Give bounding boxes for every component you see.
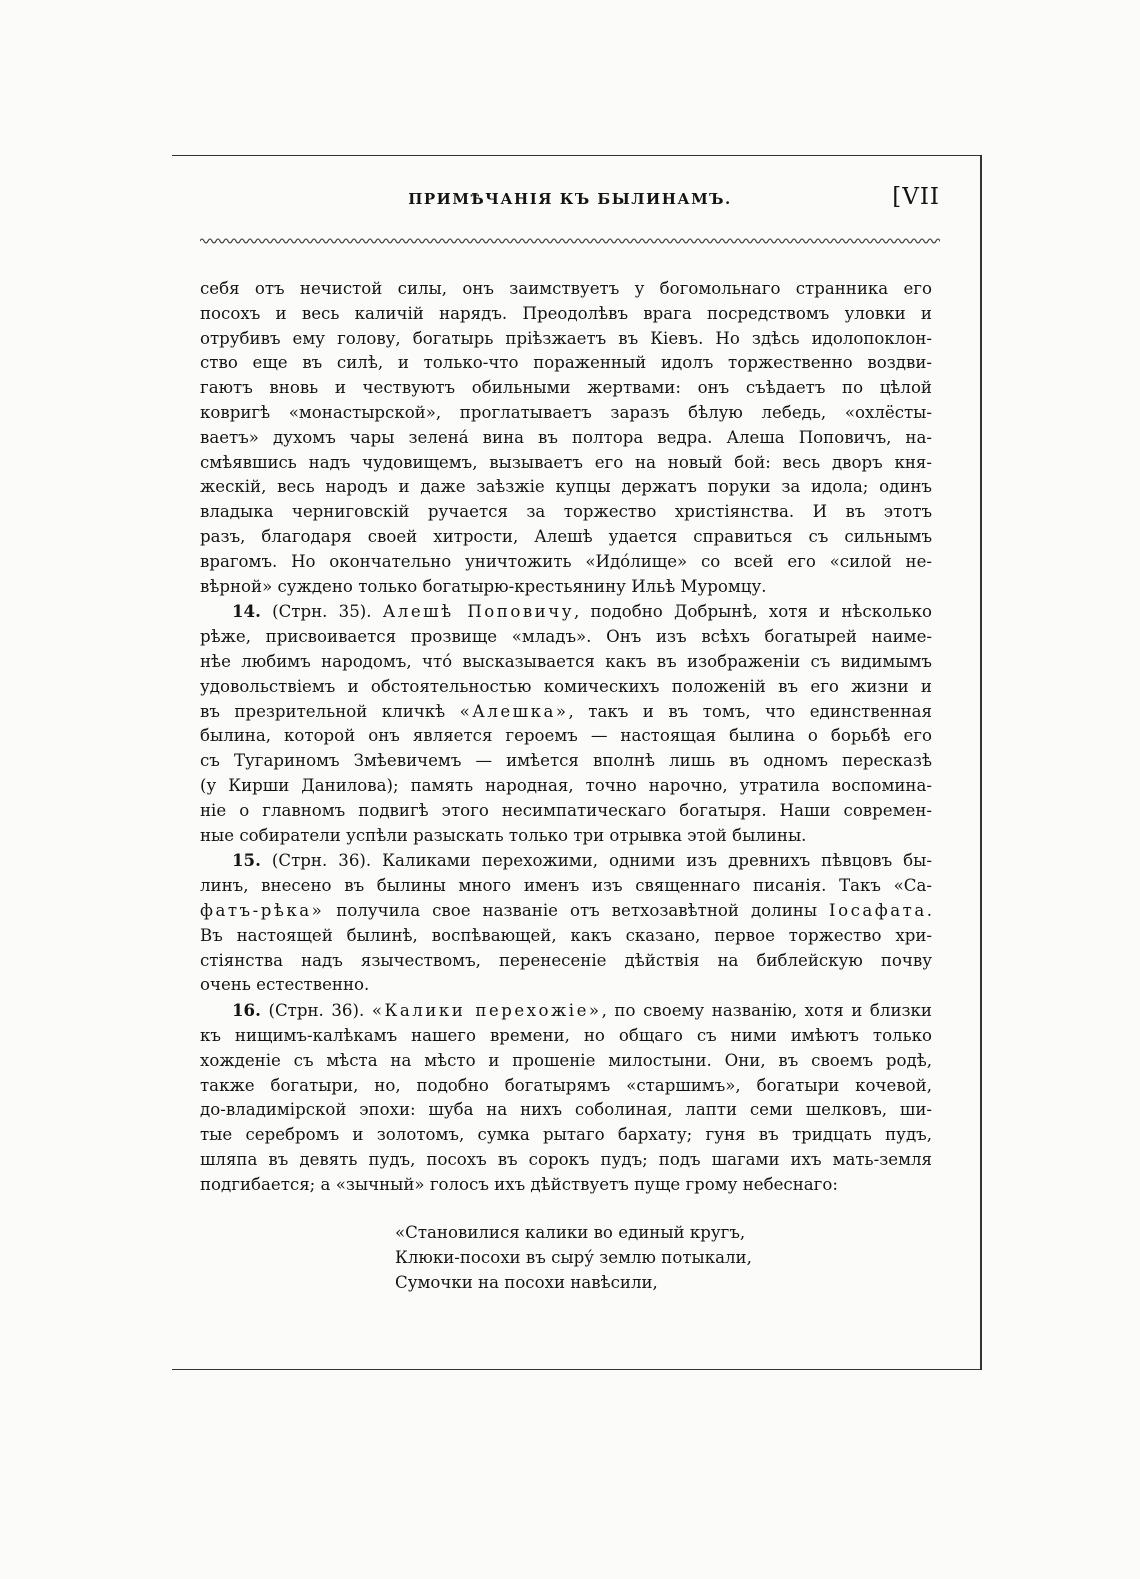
- text-line: тые серебромъ и золотомъ, сумка рытаго бархату; гуня въ тридцать пудъ,: [200, 1125, 932, 1145]
- verse-line: «Становилися калики во единый кругъ,: [395, 1223, 746, 1243]
- note-number: 15.: [232, 850, 261, 871]
- text-line: ваетъ» духомъ чары зелена́ вина въ полтора ведра. Алеша Поповичъ, на-: [200, 427, 932, 447]
- text-line: [200, 599, 932, 625]
- text-line: очень естественно.: [200, 975, 370, 995]
- text-line: ство еще въ силѣ, и только-что пораженный идолъ торжественно воздви-: [200, 353, 932, 373]
- text-line: нѣе любимъ народомъ, что́ высказывается какъ въ изображеніи съ видимымъ: [200, 651, 932, 671]
- text-run: получила свое названіе отъ ветхозавѣтной долины: [324, 900, 830, 920]
- text-line: хожденіе съ мѣста на мѣсто и прошеніе милостыни. Они, въ своемъ родѣ,: [200, 1050, 932, 1070]
- text-line: себя отъ нечистой силы, онъ заимствуетъ у богомольнаго странника его: [200, 279, 932, 298]
- text-run: (Стрн. 36). Каликами перехожими, одними изъ древнихъ пѣвцовъ бы-: [271, 851, 932, 871]
- page-reference: (Стрн. 35).: [272, 602, 372, 622]
- text-line: линъ, внесено въ былины много именъ изъ священнаго писанія. Такъ «Са-: [200, 876, 932, 896]
- verse-quote: [200, 1221, 932, 1295]
- note-16: [200, 998, 932, 1197]
- text-line: гаютъ вновь и чествуютъ обильными жертвами: онъ съѣдаетъ по цѣлой: [200, 378, 932, 398]
- text-line: также богатыри, но, подобно богатырямъ «старшимъ», богатыри кочевой,: [200, 1075, 932, 1095]
- page-header: [200, 184, 940, 220]
- ornamental-rule: [200, 236, 940, 246]
- text-run: , подобно Добрынѣ, хотя и нѣсколько: [573, 602, 932, 622]
- running-title: ПРИМѢЧАНІЯ КЪ БЫЛИНАМЪ.: [408, 190, 732, 208]
- text-line: до-владимірской эпохи: шуба на нихъ соболиная, лапти семи шелковъ, ши-: [200, 1100, 932, 1120]
- spaced-name: «Калики перехожіе»: [371, 1001, 602, 1021]
- note-14: [200, 599, 932, 848]
- text-line: ные собиратели успѣли разыскать только три отрывка этой былины.: [200, 825, 807, 845]
- text-line: смѣявшись надъ чудовищемъ, вызываетъ его на новый бой: весь дворъ кня-: [200, 452, 932, 472]
- text-run: , по своему названію, хотя и близки: [601, 1001, 932, 1021]
- text-line: разъ, благодаря своей хитрости, Алешѣ удается справиться съ сильнымъ: [200, 526, 932, 546]
- text-line: шляпа въ девять пудъ, посохъ въ сорокъ пудъ; подъ шагами ихъ мать-земля: [200, 1149, 932, 1169]
- text-line: [200, 700, 932, 725]
- text-line: былина, которой онъ является героемъ — настоящая былина о борьбѣ его: [200, 726, 932, 746]
- text-line: съ Тугариномъ Змѣевичемъ — имѣется вполнѣ лишь въ одномъ пересказѣ: [200, 751, 932, 771]
- text-line: [200, 848, 932, 874]
- text-line: ковригѣ «монастырской», проглатываетъ заразъ бѣлую лебедь, «охлёсты-: [200, 402, 932, 422]
- spaced-name: «Алешка»: [459, 701, 569, 721]
- text-line: посохъ и весь каличій нарядъ. Преодолѣвъ врага посредствомъ уловки и: [200, 303, 932, 323]
- text-run: , такъ и въ томъ, что единственная: [568, 701, 932, 721]
- text-line: [200, 998, 932, 1024]
- note-number: 16.: [232, 1000, 261, 1021]
- text-line: жескій, весь народъ и даже заѣзжіе купцы держатъ поруки за идола; одинъ: [200, 477, 932, 497]
- text-line: удовольствіемъ и обстоятельностью комическихъ положеній въ его жизни и: [200, 676, 932, 696]
- text-line: владыка черниговскій ручается за торжество христіянства. И въ этотъ: [200, 502, 932, 522]
- text-line: вѣрной» суждено только богатырю-крестьянину Ильѣ Муромцу.: [200, 576, 767, 596]
- note-15: [200, 848, 932, 998]
- spaced-name: фатъ-рѣка»: [200, 900, 325, 920]
- verse-line: Сумочки на посохи навѣсили,: [395, 1273, 658, 1293]
- spaced-name: Алешѣ Поповичу: [382, 602, 574, 622]
- text-line: рѣже, присвоивается прозвище «младъ». Онъ изъ всѣхъ богатырей наиме-: [200, 627, 932, 647]
- text-run: въ презрительной кличкѣ: [200, 701, 460, 721]
- text-line: отрубивъ ему голову, богатырь пріѣзжаетъ въ Кіевъ. Но здѣсь идолопоклон-: [200, 328, 932, 348]
- text-line: стіянства надъ язычествомъ, перенесеніе дѣйствія на библейскую почву: [200, 950, 932, 970]
- page-reference: (Стрн. 36).: [268, 1001, 372, 1021]
- spaced-name: Іосафата: [829, 900, 927, 920]
- text-line: (у Кирши Данилова); память народная, точно нарочно, утратила воспомина-: [200, 775, 932, 795]
- text-line: подгибается; а «зычный» голосъ ихъ дѣйствуетъ пуще грому небеснаго:: [200, 1174, 838, 1194]
- text-line: ніе о главномъ подвигѣ этого несимпатическаго богатыря. Наши современ-: [200, 800, 932, 820]
- body-text: [200, 277, 932, 1296]
- text-line: врагомъ. Но окончательно уничтожить «Идо́лище» со всей его «силой не-: [200, 551, 932, 571]
- text-line: къ нищимъ-калѣкамъ нашего времени, но общаго съ ними имѣютъ только: [200, 1025, 932, 1045]
- verse-line: Клюки-посохи въ сыру́ землю потыкали,: [395, 1248, 752, 1268]
- page-number: [VII: [892, 184, 940, 210]
- text-line: [200, 899, 932, 924]
- text-run: .: [926, 900, 932, 920]
- paragraph-continuation: [200, 277, 932, 599]
- text-line: Въ настоящей былинѣ, воспѣвающей, какъ сказано, первое торжество хри-: [200, 925, 932, 945]
- note-number: 14.: [232, 601, 261, 622]
